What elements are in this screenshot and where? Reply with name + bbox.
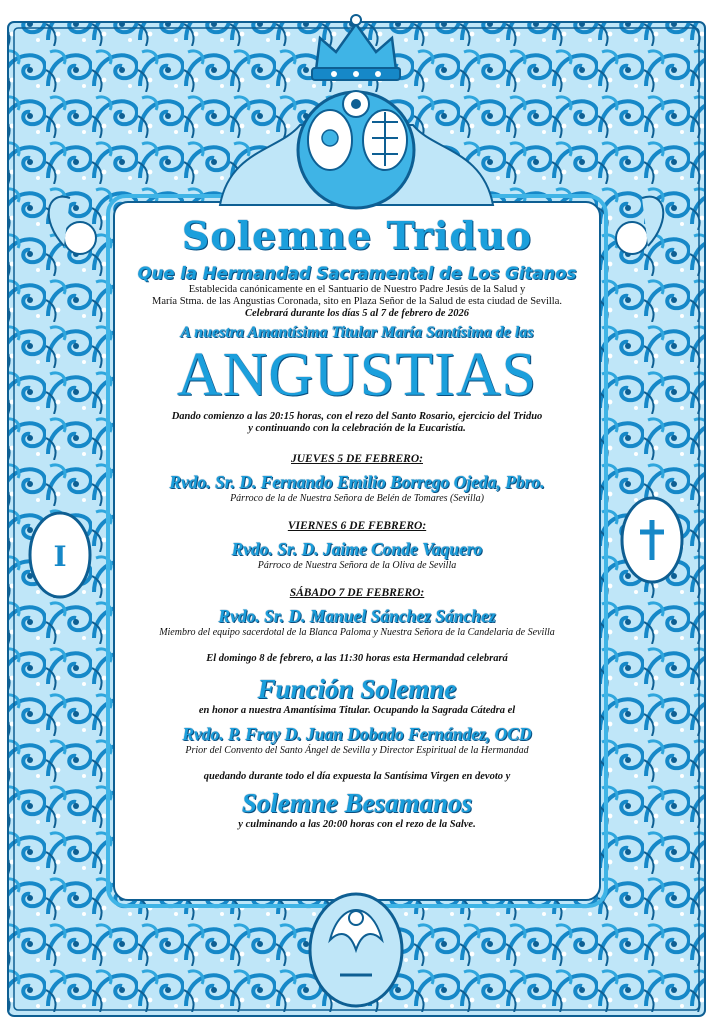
day-1-role: Párroco de la de Nuestra Señora de Belén de Tomares (Sevilla) (230, 492, 484, 504)
function-title: Función Solemne (257, 674, 457, 704)
poster-title: Solemne Triduo (181, 213, 533, 258)
preacher-name: Rvdo. P. Fray D. Juan Dobado Fernández, OCD (182, 723, 532, 744)
dates-line: Celebrará durante los días 5 al 7 de febrero de 2026 (245, 308, 469, 319)
day-1-date: JUEVES 5 DE FEBRERO: (291, 452, 423, 465)
sunday-line: El domingo 8 de febrero, a las 11:30 horas esta Hermandad celebrará (206, 652, 508, 664)
besamanos-title: Solemne Besamanos (241, 788, 473, 818)
day-2-role: Párroco de Nuestra Señora de la Oliva de Sevilla (257, 559, 457, 571)
titular-name: ANGUSTIAS (176, 340, 538, 409)
day-1 (118, 452, 596, 505)
day-3-role: Miembro del equipo sacerdotal de la Blanca Paloma y Nuestra Señora de la Candelaria de Sevilla (159, 626, 555, 638)
day-3-priest: Rvdo. Sr. D. Manuel Sánchez Sánchez (218, 605, 496, 626)
poster-content (118, 212, 596, 832)
day-2-priest: Rvdo. Sr. D. Jaime Conde Vaquero (231, 538, 483, 559)
dedication-line: A nuestra Amantísima Titular María Santísima de las (180, 323, 534, 341)
establishment-line-2: María Stma. de las Angustias Coronada, sito en Plaza Señor de la Salud de esta ciudad de Sevilla. (152, 296, 562, 307)
preacher-role: Prior del Convento del Santo Ángel de Sevilla y Director Espiritual de la Hermandad (185, 744, 529, 756)
svg-text:I: I (53, 540, 67, 573)
establishment-line-1: Establecida canónicamente en el Santuario de Nuestro Padre Jesús de la Salud y (188, 284, 526, 295)
pelican-emblem (310, 894, 402, 1006)
right-medallion (622, 498, 682, 582)
day-2 (118, 519, 596, 572)
closing-line: y culminando a las 20:00 horas con el rezo de la Salve. (238, 819, 476, 830)
left-medallion (30, 513, 90, 597)
program-line-1: Dando comienzo a las 20:15 horas, con el rezo del Santo Rosario, ejercicio del Triduo (171, 410, 543, 422)
day-3 (118, 586, 596, 639)
day-3-date: SÁBADO 7 DE FEBRERO: (289, 586, 425, 599)
day-2-date: VIERNES 6 DE FEBRERO: (287, 519, 427, 532)
program-line-2: y continuando con la celebración de la Eucaristía. (248, 423, 466, 434)
day-1-priest: Rvdo. Sr. D. Fernando Emilio Borrego Ojeda, Pbro. (169, 471, 545, 492)
exposition-line: quedando durante todo el día expuesta la Santísima Virgen en devoto y (203, 770, 511, 782)
honor-line: en honor a nuestra Amantísima Titular. Ocupando la Sagrada Cátedra el (198, 705, 516, 716)
poster-subtitle: Que la Hermandad Sacramental de Los Gitanos (137, 264, 577, 283)
